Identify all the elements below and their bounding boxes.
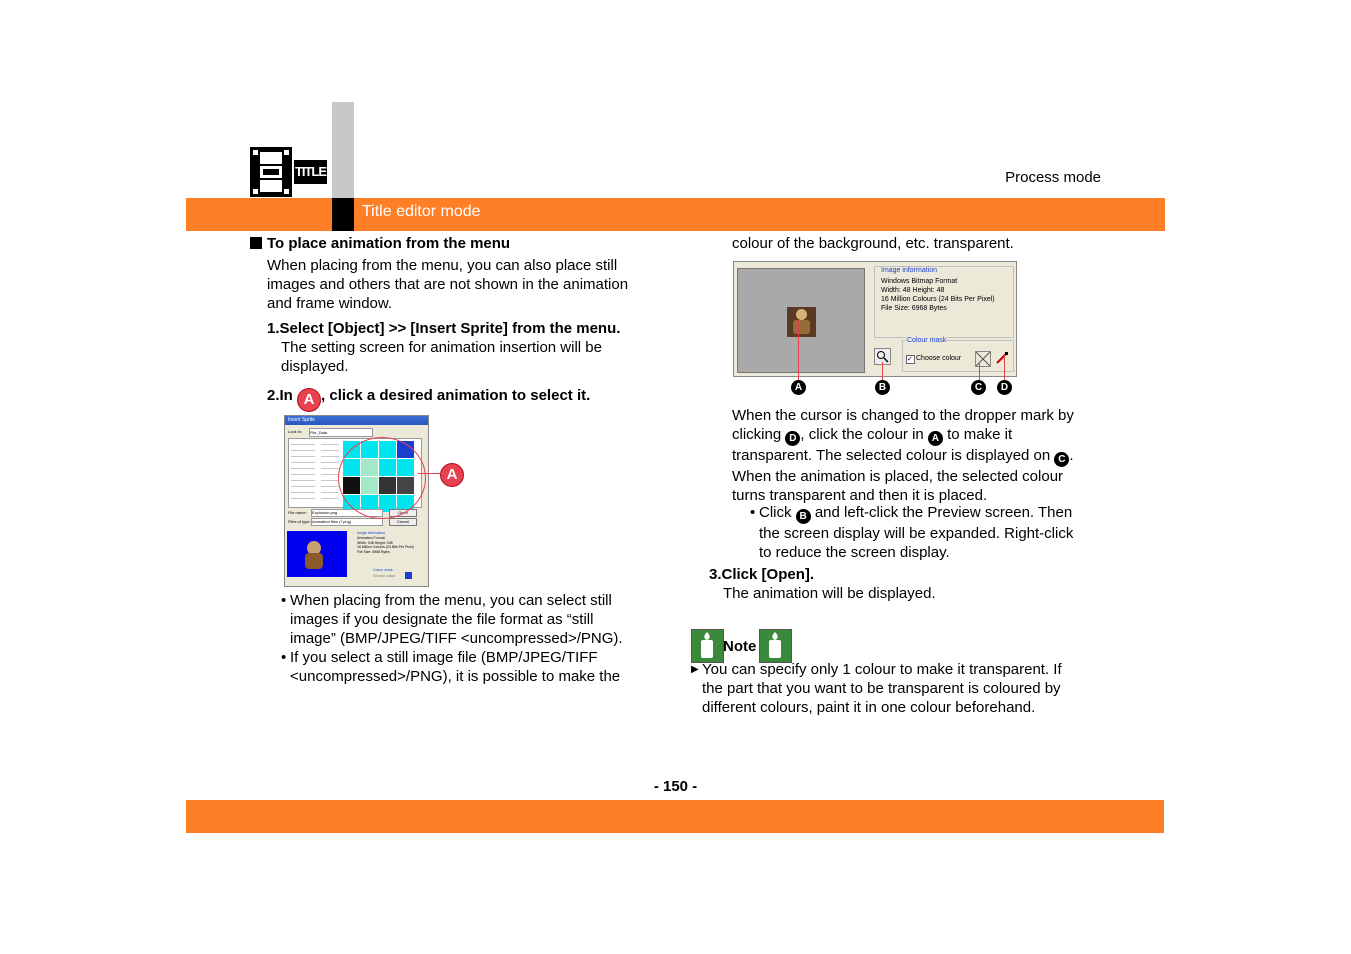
step3-title: 3.Click [Open]. <box>709 566 815 583</box>
header-tab-gray <box>332 102 354 198</box>
image-info-screenshot: Image information Windows Bitmap Format Width: 48 Height: 48 16 Million Colours (24 Bits Per Pixel) File Size: 6968 Bytes Colour mask ✓ Choose colour <box>733 261 1017 377</box>
open-button: Open <box>389 509 417 517</box>
page-number: - 150 - <box>653 778 698 795</box>
callout-line <box>418 473 440 474</box>
bullet-1: • When placing from the menu, you can select still images if you designate the file format as “still image” (BMP/JPEG/TIFF <uncompressed>/PNG). <box>281 592 623 648</box>
marker-a-icon: A <box>928 431 943 446</box>
bullet-2: • If you select a still image file (BMP/JPEG/TIFF <uncompressed>/PNG), it is possible to make the <box>281 649 621 686</box>
note-label: Note <box>723 638 757 655</box>
marker-line-b <box>882 362 883 380</box>
header-black-tab <box>332 198 354 231</box>
marker-c-icon: C <box>1054 452 1069 467</box>
section-title: Title editor mode <box>362 203 481 220</box>
continued-text: colour of the background, etc. transparent. <box>732 235 1014 252</box>
note-icon <box>759 629 792 663</box>
marker-line-a <box>798 320 799 380</box>
intro-text: When placing from the menu, you can also place still images and others that are not shown in the animation and frame window. <box>267 257 629 313</box>
cancel-button: Cancel <box>389 518 417 526</box>
triangle-bullet-icon: ▶ <box>691 664 699 675</box>
click-b-bullet: • Click B and left-click the Preview screen. Then the screen display will be expanded. Right-click to reduce the screen display. <box>750 504 1074 562</box>
note-text: You can specify only 1 colour to make it transparent. If the part that you want to be transparent is coloured by different colours, paint it in one colour beforehand. <box>702 661 1062 717</box>
callout-a-icon: A <box>440 463 464 487</box>
step2-title: 2.In A , click a desired animation to select it. <box>267 386 590 412</box>
step1-body: The setting screen for animation insertion will be displayed. <box>281 339 602 376</box>
marker-a-icon: A <box>297 388 321 412</box>
section-heading: To place animation from the menu <box>267 235 511 252</box>
marker-a-icon: A <box>791 380 806 395</box>
step1-title: 1.Select [Object] >> [Insert Sprite] from the menu. <box>267 320 621 337</box>
selection-highlight <box>338 437 426 519</box>
marker-b-icon: B <box>875 380 890 395</box>
insert-sprite-dialog-screenshot: Insert Sprite Look in: File_Data File name: Explosion.png Open Files of type: Animation files (*.png) Cancel Image information Animation Format Width: 048 Height: 048 16 Million Colours (24 Bits Per Pixel) File Size: 6968 Bytes Colour mask Choose colour <box>284 415 429 587</box>
marker-line-d <box>1004 355 1005 380</box>
dropper-paragraph: When the cursor is changed to the dropper mark by clicking D , click the colour in A to make it transparent. The selected colour is displayed on C . When the animation is placed, the selected colour turns transparent and then it is placed. <box>732 407 1074 505</box>
marker-d-icon: D <box>997 380 1012 395</box>
preview-area <box>737 268 865 373</box>
film-icon <box>250 147 292 197</box>
colour-box-icon <box>975 351 991 367</box>
dropper-icon <box>995 351 1009 365</box>
process-mode-label: Process mode <box>1005 169 1101 186</box>
note-icon <box>691 629 724 663</box>
preview-pane <box>287 531 347 577</box>
dialog-titlebar: Insert Sprite <box>285 416 428 425</box>
footer-bar <box>186 800 1164 833</box>
step3-body: The animation will be displayed. <box>723 585 936 602</box>
marker-line-c <box>979 362 980 380</box>
colour-swatch <box>405 572 412 579</box>
marker-c-icon: C <box>971 380 986 395</box>
title-logo: TITLE <box>294 160 327 184</box>
marker-d-icon: D <box>785 431 800 446</box>
marker-b-icon: B <box>796 509 811 524</box>
square-bullet-icon <box>250 237 262 249</box>
